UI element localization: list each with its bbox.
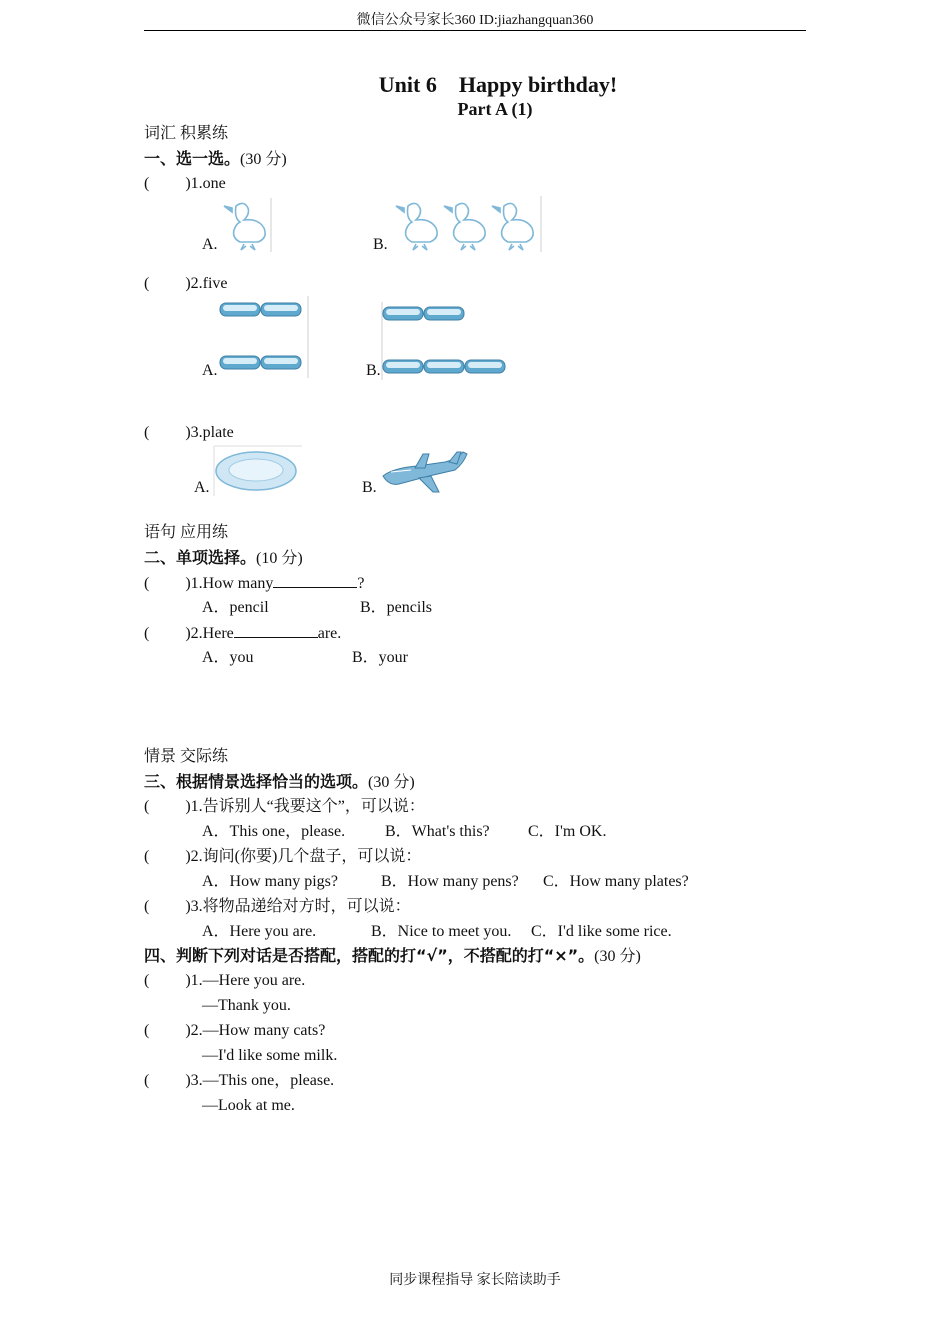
question-text: )1.告诉别人“我要这个”，可以说：: [185, 798, 425, 815]
answer-paren: (: [144, 972, 150, 989]
option-b-label: B.: [373, 236, 388, 253]
dialogue-line-2: —Look at me.: [202, 1097, 295, 1114]
one-duck-picture: [222, 198, 272, 252]
pencil-box-icon: [424, 360, 464, 373]
section-2-points: (10 分): [256, 550, 303, 567]
question-1-2: [144, 274, 228, 294]
section-4-points: (30 分): [594, 948, 641, 965]
section-1-title: 一、选一选。: [144, 149, 241, 168]
option-a: A．pencil: [202, 599, 269, 616]
pencil-box-icon: [220, 356, 260, 369]
plate-picture: [214, 446, 302, 496]
pencil-box-icon: [424, 307, 464, 320]
question-2-2: [144, 623, 341, 644]
answer-paren: (: [144, 848, 150, 865]
option-b-label: B.: [362, 479, 377, 496]
option-a-label: A.: [202, 362, 218, 379]
option-a: A．How many pigs?: [202, 873, 338, 890]
option-b-label: B.: [366, 362, 381, 379]
option-a-label: A.: [202, 236, 218, 253]
question-text: )1.How many: [185, 575, 274, 592]
pencil-box-icon: [261, 356, 301, 369]
question-1-3: [144, 423, 234, 443]
option-b: B．How many pens?: [381, 873, 519, 890]
option-a: A．This one，please.: [202, 823, 346, 840]
dialogue-line-1: )1.—Here you are.: [185, 972, 306, 989]
duck-icon: [224, 203, 265, 250]
category-vocabulary: 词汇 积累练: [144, 125, 229, 142]
question-text: )2.询问(你要)几个盘子，可以说：: [185, 848, 422, 865]
answer-paren: (: [144, 898, 150, 915]
option-a: A．Here you are.: [202, 923, 317, 940]
header-rule: [144, 30, 806, 31]
answer-paren: (: [144, 1072, 150, 1089]
question-text: )1.one: [185, 175, 226, 192]
section-2-heading: [144, 548, 303, 569]
pencil-box-icon: [465, 360, 505, 373]
section-3-heading: [144, 772, 415, 793]
option-c: C．I'm OK.: [528, 823, 607, 840]
dialogue-line-1: )3.—This one，please.: [185, 1072, 335, 1089]
duck-icon: [492, 203, 533, 250]
answer-paren: (: [144, 625, 150, 642]
section-3-points: (30 分): [368, 774, 415, 791]
option-b: B．pencils: [360, 599, 432, 616]
section-4-heading: [144, 946, 641, 967]
option-a: A．you: [202, 649, 254, 666]
option-c: C．How many plates?: [543, 873, 689, 890]
plate-icon: [216, 452, 296, 490]
question-text: )2.five: [185, 275, 228, 292]
option-b: B．your: [352, 649, 409, 666]
part-subtitle: Part A (1): [457, 99, 533, 119]
pencil-box-icon: [383, 360, 423, 373]
question-2-1: [144, 573, 364, 594]
section-1-points: (30 分): [240, 151, 287, 168]
option-b: B．What's this?: [385, 823, 490, 840]
option-b: B．Nice to meet you.: [371, 923, 512, 940]
page-footer: 同步课程指导 家长陪读助手: [389, 1273, 561, 1288]
duck-icon: [396, 203, 437, 250]
five-pencil-boxes-picture: [381, 302, 507, 380]
section-2-title: 二、单项选择。: [144, 548, 257, 567]
four-pencil-boxes-picture: [219, 296, 311, 378]
answer-paren: (: [144, 798, 150, 815]
option-c: C．I'd like some rice.: [531, 923, 672, 940]
dialogue-line-2: —I'd like some milk.: [202, 1047, 338, 1064]
answer-paren: (: [144, 275, 150, 292]
duck-icon: [444, 203, 485, 250]
three-ducks-picture: [394, 196, 544, 252]
question-3-1: [144, 797, 425, 817]
option-a-label: A.: [194, 479, 210, 496]
question-text: )2.Here: [185, 625, 234, 642]
question-text-end: are.: [317, 625, 342, 642]
answer-paren: (: [144, 175, 150, 192]
pencil-box-icon: [383, 307, 423, 320]
pencil-box-icon: [220, 303, 260, 316]
question-4-3: [144, 1071, 334, 1091]
question-4-1: [144, 971, 305, 991]
airplane-icon: [383, 452, 467, 492]
category-situations: 情景 交际练: [144, 748, 229, 765]
dialogue-line-2: —Thank you.: [202, 997, 291, 1014]
answer-paren: (: [144, 575, 150, 592]
answer-blank: [234, 623, 318, 638]
pencil-box-icon: [261, 303, 301, 316]
question-4-2: [144, 1021, 325, 1041]
answer-blank: [273, 573, 357, 588]
question-text: )3.将物品递给对方时，可以说：: [185, 898, 411, 915]
section-4-title: 四、判断下列对话是否搭配，搭配的打“√”，不搭配的打“×”。: [144, 946, 595, 965]
question-text-end: ?: [357, 575, 365, 592]
section-3-title: 三、根据情景选择恰当的选项。: [144, 772, 369, 791]
question-3-2: [144, 847, 421, 867]
question-1-1: [144, 174, 226, 194]
section-1-heading: [144, 149, 287, 170]
unit-title: Unit 6 Happy birthday!: [378, 72, 618, 97]
question-text: )3.plate: [185, 424, 234, 441]
question-3-3: [144, 897, 411, 917]
page-header: 微信公众号家长360 ID:jiazhangquan360: [356, 13, 594, 28]
answer-paren: (: [144, 424, 150, 441]
answer-paren: (: [144, 1022, 150, 1039]
dialogue-line-1: )2.—How many cats?: [185, 1022, 326, 1039]
category-sentences: 语句 应用练: [144, 524, 229, 541]
plane-picture: [381, 450, 471, 496]
